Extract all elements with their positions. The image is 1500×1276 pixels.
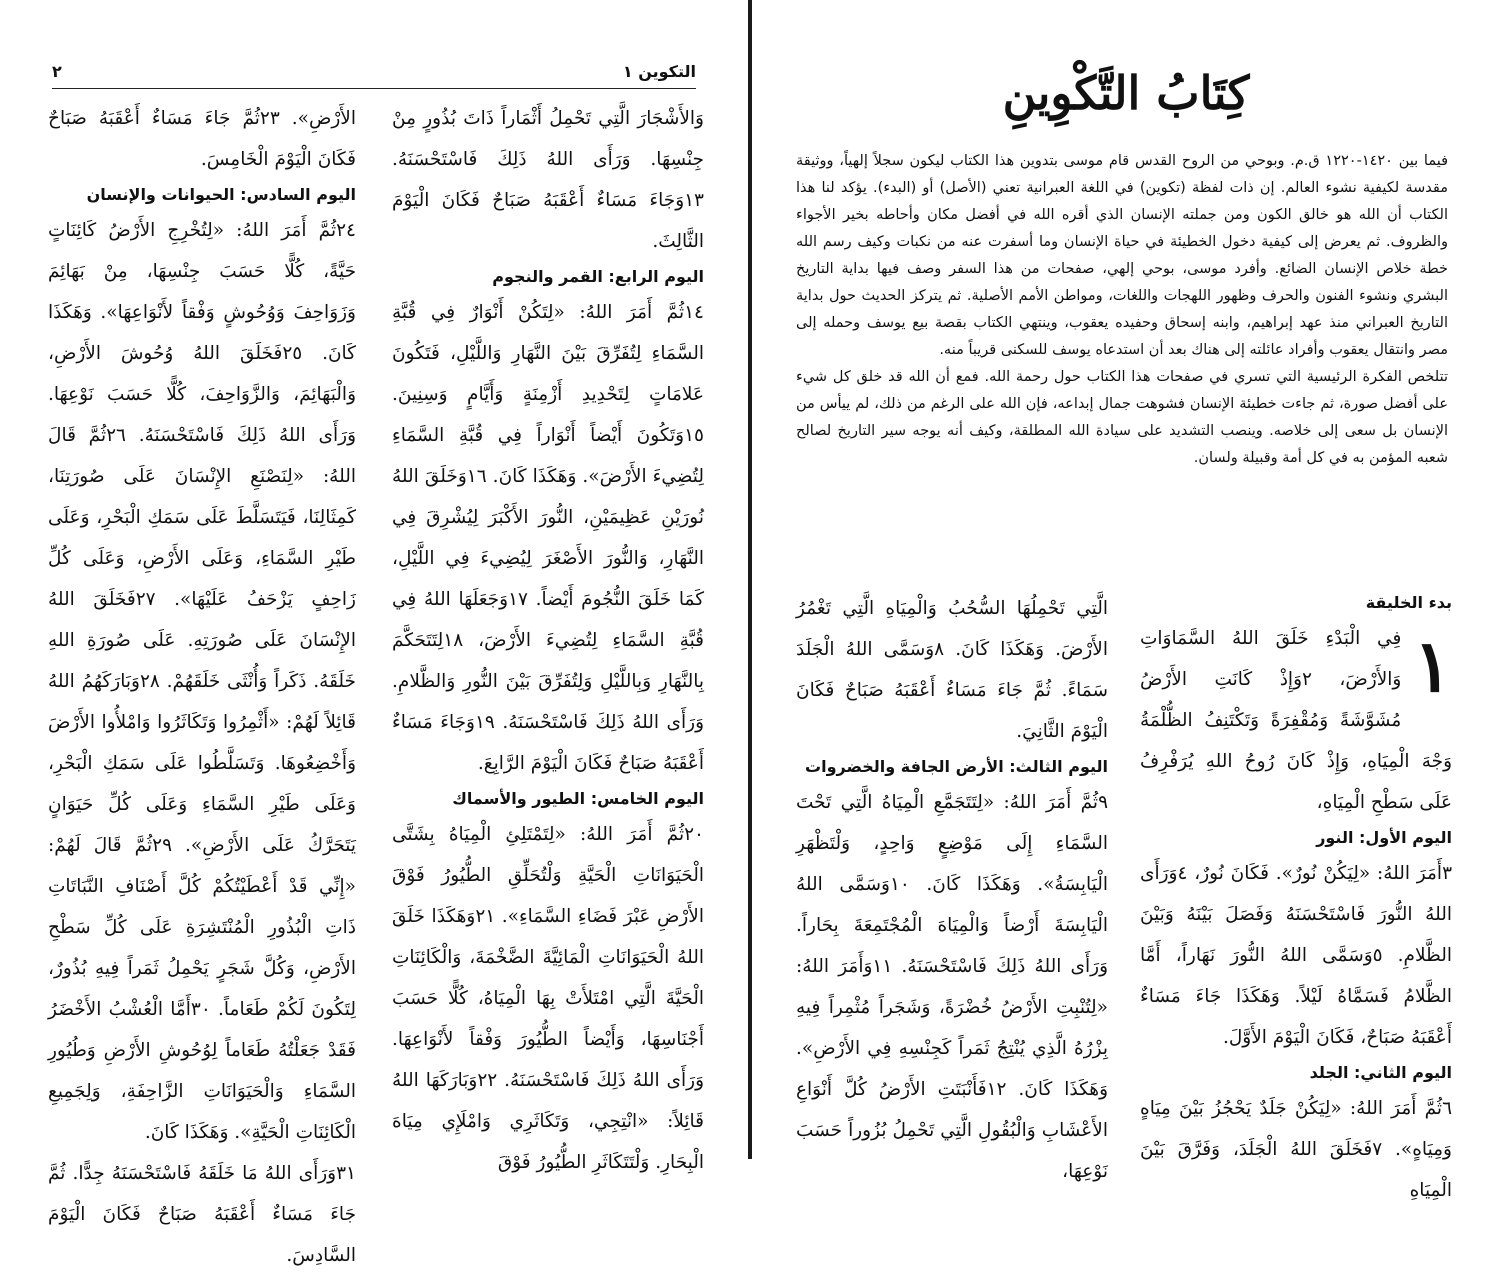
left-page-left-column <box>48 98 357 1266</box>
paragraph: وَالأَشْجَارَ الَّتِي تَحْمِلُ أَثْمَاراً ذَاتَ بُذُورٍ مِنْ جِنْسِهَا. وَرَأَى اللهُ ذَلِكَ فَاسْتَحْسَنَهُ. ١٣وَجَاءَ مَسَاءٌ أَعْقَبَهُ صَبَاحٌ فَكَانَ الْيَوْمَ الثَّالِثَ. <box>392 108 704 252</box>
section-heading: اليوم الرابع: القمر والنجوم <box>492 267 704 286</box>
intro-paragraph: فيما بين ١٤٢٠-١٢٢٠ ق.م. وبوحي من الروح القدس قام موسى بتدوين هذا الكتاب ليكون سجلاً إلهياً، ووثيقة مقدسة لكيفية نشوء العالم. إن ذات لفظة (تكوين) في اللغة العبرانية تعني (الأصل) أو (البدء). يؤكد لنا هذا الكتاب أن الله هو خالق الكون ومن جملته الإنسان الذي أقره الله في أفضل مكان وأحاطه بخير الأجواء والظروف. ثم يعرض إلى كيفية دخول الخطيئة في حياة الإنسان وما أسفرت عنه من نكبات وكيف رسم الله خطة خلاص الإنسان الضائع. وأفرد موسى، بوحي إلهي، صفحات من هذا السفر وصف فيها بداية التاريخ البشري ونشوء الفنون والحرف وظهور اللهجات واللغات، ومواطن الأمم الأصلية. ثم يتركز الحديث حول بداية التاريخ العبراني منذ عهد إبراهيم، وابنه إسحاق وحفيده يعقوب، وينتهي الكتاب بقصة بيع يوسف وحمله إلى مصر وانتقال يعقوب وأفراد عائلته إلى هناك بعد أن استدعاه يوسف للسكنى قريباً منه. <box>796 153 1449 358</box>
paragraph: ٣١وَرَأَى اللهُ مَا خَلَقَهُ فَاسْتَحْسَنَهُ جِدًّا. ثُمَّ جَاءَ مَسَاءٌ أَعْقَبَهُ صَبَاحٌ فَكَانَ الْيَوْمَ السَّادِسَ. <box>48 1163 356 1266</box>
paragraph: ٣أَمَرَ اللهُ: «لِيَكُنْ نُورٌ». فَكَانَ نُورٌ، ٤وَرَأَى اللهُ النُّورَ فَاسْتَحْسَنَهُ وَفَصَلَ بَيْنَهُ وَبَيْنَ الظَّلامِ. ٥وَسَمَّى اللهُ النُّورَ نَهَاراً، أَمَّا الظَّلامُ فَسَمَّاهُ لَيْلاً. وَهَكَذَا جَاءَ مَسَاءٌ أَعْقَبَهُ صَبَاحٌ، فَكَانَ الْيَوْمَ الأَوَّلَ. <box>1140 863 1452 1048</box>
paragraph: ٢٤ثُمَّ أَمَرَ اللهُ: «لِتُخْرِجِ الأَرْضُ كَائِنَاتٍ حَيَّةً، كُلًّا حَسَبَ جِنْسِهَا، مِنْ بَهَائِمَ وَزَوَاحِفَ وَوُحُوشٍ وَفْقاً لأَنْوَاعِهَا». وَهَكَذَا كَانَ. ٢٥فَخَلَقَ اللهُ وُحُوشَ الأَرْضِ، وَالْبَهَائِمَ، وَالزَّوَاحِفَ، كُلًّا حَسَبَ نَوْعِهَا. وَرَأَى اللهُ ذَلِكَ فَاسْتَحْسَنَهُ. ٢٦ثُمَّ قَالَ اللهُ: «لِنَصْنَعِ الإِنْسَانَ عَلَى صُورَتِنَا، كَمِثَالِنَا، فَيَتَسَلَّطَ عَلَى سَمَكِ الْبَحْرِ، وَعَلَى طَيْرِ السَّمَاءِ، وَعَلَى الأَرْضِ، وَعَلَى كُلِّ زَاحِفٍ يَزْحَفُ عَلَيْهَا». ٢٧فَخَلَقَ اللهُ الإِنْسَانَ عَلَى صُورَتِهِ. عَلَى صُورَةِ اللهِ خَلَقَهُ. ذَكَراً وَأُنْثَى خَلَقَهُمْ. ٢٨وَبَارَكَهُمُ اللهُ قَائِلاً لَهُمْ: «أَثْمِرُوا وَتَكَاثَرُوا وَامْلأُوا الأَرْضَ وَأَخْضِعُوهَا. وَتَسَلَّطُوا عَلَى سَمَكِ الْبَحْرِ، وَعَلَى طَيْرِ السَّمَاءِ وَعَلَى كُلِّ حَيَوَانٍ يَتَحَرَّكُ عَلَى الأَرْضِ». ٢٩ثُمَّ قَالَ لَهُمْ: «إِنِّي قَدْ أَعْطَيْتُكُمْ كُلَّ أَصْنَافِ النَّبَاتَاتِ ذَاتِ الْبُذُورِ الْمُنْتَشِرَةِ عَلَى كُلِّ سَطْحِ الأَرْضِ، وَكُلَّ شَجَرٍ يَحْمِلُ ثَمَراً فِيهِ بُذُورٌ، لِتَكُونَ لَكُمْ طَعَاماً. ٣٠أَمَّا الْعُشْبُ الأَخْضَرُ فَقَدْ جَعَلْتُهُ طَعَاماً لِوُحُوشِ الأَرْضِ وَطُيُورِ السَّمَاءِ وَالْحَيَوَانَاتِ الزَّاحِفَةِ، وَلِجَمِيعِ الْكَائِنَاتِ الْحَيَّةِ». وَهَكَذَا كَانَ. <box>48 220 357 1143</box>
book-title: كِتَابُ التَّكْوِينِ <box>1002 66 1250 120</box>
paragraph: ١٤ثُمَّ أَمَرَ اللهُ: «لِتَكُنْ أَنْوَارٌ فِي قُبَّةِ السَّمَاءِ لِتُفَرِّقَ بَيْنَ النَّهَارِ وَاللَّيْلِ، فَتَكُونَ عَلامَاتٍ لِتَحْدِيدِ أَزْمِنَةٍ وَأَيَّامٍ وَسِنِينَ. ١٥وَتَكُونَ أَيْضاً أَنْوَاراً فِي قُبَّةِ السَّمَاءِ لِتُضِيءَ الأَرْضَ». وَهَكَذَا كَانَ. ١٦وَخَلَقَ اللهُ نُورَيْنِ عَظِيمَيْنِ، النُّورَ الأَكْبَرَ لِيُشْرِقَ فِي النَّهَارِ، وَالنُّورَ الأَصْغَرَ لِيُضِيءَ فِي اللَّيْلِ، كَمَا خَلَقَ النُّجُومَ أَيْضاً. ١٧وَجَعَلَهَا اللهُ فِي قُبَّةِ السَّمَاءِ لِتُضِيءَ الأَرْضَ، ١٨لِتَتَحَكَّمَ بِالنَّهَارِ وَبِاللَّيْلِ وَلِتُفَرِّقَ بَيْنَ النُّورِ وَالظَّلامِ. وَرَأَى اللهُ ذَلِكَ فَاسْتَحْسَنَهُ. ١٩وَجَاءَ مَسَاءٌ أَعْقَبَهُ صَبَاحٌ فَكَانَ الْيَوْمَ الرَّابِعَ. <box>392 302 705 774</box>
section-heading: اليوم السادس: الحيوانات والإنسان <box>86 185 356 204</box>
right-page-right-column <box>1140 588 1452 1201</box>
section-heading: اليوم الخامس: الطيور والأسماك <box>452 789 704 808</box>
paragraph: ٦ثُمَّ أَمَرَ اللهُ: «لِيَكُنْ جَلَدٌ يَحْجُزُ بَيْنَ مِيَاهٍ وَمِيَاهٍ». ٧فَخَلَقَ اللهُ الْجَلَدَ، وَفَرَّقَ بَيْنَ الْمِيَاهِ <box>1140 1098 1452 1201</box>
running-title: التكوين ١ <box>622 62 696 81</box>
paragraph: ٢٠ثُمَّ أَمَرَ اللهُ: «لِتَمْتَلِئِ الْمِيَاهُ بِشَتَّى الْحَيَوَانَاتِ الْحَيَّةِ وَلْتُحَلِّقِ الطُّيُورُ فَوْقَ الأَرْضِ عَبْرَ فَضَاءِ السَّمَاءِ». ٢١وَهَكَذَا خَلَقَ اللهُ الْحَيَوَانَاتِ الْمَائِيَّةَ الضَّخْمَةَ، وَالْكَائِنَاتِ الْحَيَّةَ الَّتِي امْتَلأَتْ بِهَا الْمِيَاهُ، كُلًّا حَسَبَ أَجْنَاسِهَا، وَأَيْضاً الطُّيُورَ وَفْقاً لأَنْوَاعِهَا. وَرَأَى اللهُ ذَلِكَ فَاسْتَحْسَنَهُ. ٢٢وَبَارَكَهَا اللهُ قَائِلاً: «انْتِجِي، وَتَكَاثَرِي وَامْلَإِي مِيَاهَ الْبِحَارِ. وَلْتَتَكَاثَرِ الطُّيُورُ فَوْقَ <box>392 824 705 1173</box>
right-page-left-column <box>796 588 1109 1182</box>
section-heading: اليوم الثاني: الجلد <box>1309 1063 1452 1082</box>
paragraph: الأَرْضِ». ٢٣ثُمَّ جَاءَ مَسَاءٌ أَعْقَبَهُ صَبَاحٌ فَكَانَ الْيَوْمَ الْخَامِسَ. <box>48 108 356 170</box>
right-page <box>752 0 1500 1201</box>
chapter-opening <box>1140 618 1452 823</box>
left-page <box>0 0 748 1266</box>
section-heading: اليوم الأول: النور <box>1316 828 1452 847</box>
intro-paragraph: تتلخص الفكرة الرئيسية التي تسري في صفحات هذا الكتاب حول رحمة الله. فمع أن الله قد خلق كل شيء على أفضل صورة، ثم جاءت خطيئة الإنسان فشوهت جمال إبداعه، فإن الله على الرغم من ذلك، لم ييأس من الإنسان بل سعى إلى خلاصه. وينصب التشديد على سيادة الله المطلقة، وكيف أنه يوجه سير التاريخ لصالح شعبه المؤمن به في كل أمة وقبيلة ولسان. <box>796 369 1448 466</box>
paragraph: الَّتِي تَحْمِلُهَا السُّحُبُ وَالْمِيَاهِ الَّتِي تَغْمُرُ الأَرْضَ. وَهَكَذَا كَانَ. ٨وَسَمَّى اللهُ الْجَلَدَ سَمَاءً. ثُمَّ جَاءَ مَسَاءٌ أَعْقَبَهُ صَبَاحٌ فَكَانَ الْيَوْمَ الثَّانِيَ. <box>796 598 1109 742</box>
section-heading: اليوم الثالث: الأرض الجافة والخضروات <box>805 757 1108 776</box>
running-header <box>52 62 696 89</box>
chapter-number: ١ <box>1413 623 1452 708</box>
paragraph: فِي الْبَدْءِ خَلَقَ اللهُ السَّمَاوَاتِ وَالأَرْضَ، ٢وَإِذْ كَانَتِ الأَرْضُ مُشَوَّشَةً وَمُقْفِرَةً وَتَكْتَنِفُ الظُّلْمَةُ وَجْهَ الْمِيَاهِ، وَإِذْ كَانَ رُوحُ اللهِ يُرَفْرِفُ عَلَى سَطْحِ الْمِيَاهِ، <box>1140 628 1452 813</box>
left-page-right-column <box>392 98 705 1173</box>
section-heading: بدء الخليقة <box>1365 593 1452 612</box>
paragraph: ٩ثُمَّ أَمَرَ اللهُ: «لِتَتَجَمَّعِ الْمِيَاهُ الَّتِي تَحْتَ السَّمَاءِ إِلَى مَوْضِعٍ وَاحِدٍ، وَلْتَظْهَرِ الْيَابِسَةُ». وَهَكَذَا كَانَ. ١٠وَسَمَّى اللهُ الْيَابِسَةَ أَرْضاً وَالْمِيَاهَ الْمُجْتَمِعَةَ بِحَاراً. وَرَأَى اللهُ ذَلِكَ فَاسْتَحْسَنَهُ. ١١وَأَمَرَ اللهُ: «لِتُنْبِتِ الأَرْضُ خُضْرَةً، وَشَجَراً مُثْمِراً فِيهِ بِزْرُهُ الَّذِي يُنْتِجُ ثَمَراً كَجِنْسِهِ فِي الأَرْضِ». وَهَكَذَا كَانَ. ١٢فَأَنْبَتَتِ الأَرْضُ كُلَّ أَنْوَاعِ الأَعْشَابِ وَالْبُقُولِ الَّتِي تَحْمِلُ بُزُوراً حَسَبَ نَوْعِهَا، <box>796 792 1109 1182</box>
book-introduction <box>796 148 1448 472</box>
page-number: ٢ <box>52 62 62 81</box>
